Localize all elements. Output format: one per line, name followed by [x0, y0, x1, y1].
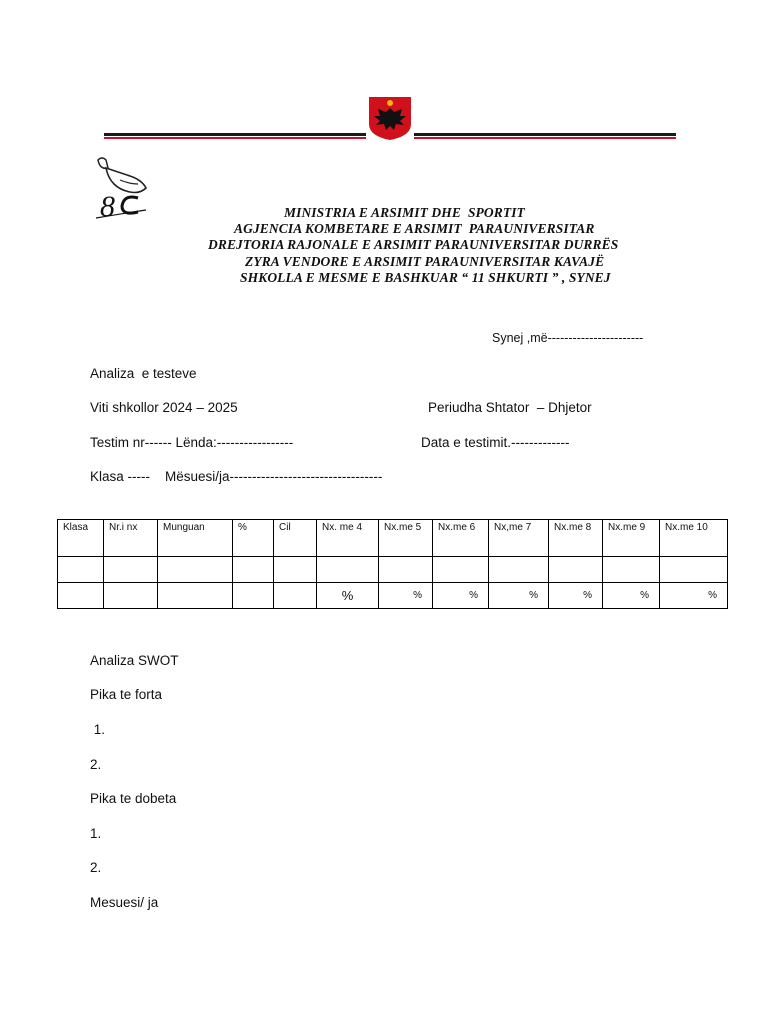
table-cell [233, 583, 274, 609]
table-header-cell: Nx.me 8 [549, 520, 603, 557]
table-cell [660, 557, 728, 583]
table-cell [379, 557, 433, 583]
table-cell [58, 557, 104, 583]
table-cell [104, 557, 158, 583]
table-cell [58, 583, 104, 609]
school-year: Viti shkollor 2024 – 2025 [90, 400, 238, 415]
table-header-row [58, 520, 728, 557]
table-cell: % [549, 583, 603, 609]
heading-agency: AGJENCIA KOMBETARE E ARSIMIT PARAUNIVERSITAR [234, 221, 595, 236]
table-cell: % [433, 583, 489, 609]
heading-regional-directorate: DREJTORIA RAJONALE E ARSIMIT PARAUNIVERSITAR DURRËS [208, 237, 619, 252]
strengths-label: Pika te forta [90, 687, 163, 702]
table-header-cell: Nx. me 4 [317, 520, 379, 557]
svg-text:8: 8 [100, 190, 115, 220]
table-header-cell: % [233, 520, 274, 557]
table-cell [433, 557, 489, 583]
table-cell [158, 557, 233, 583]
weakness-item: 1. [90, 826, 102, 841]
weakness-item: 2. [90, 860, 102, 875]
table-cell [549, 557, 603, 583]
table-header-cell: Nx.me 6 [433, 520, 489, 557]
table-cell [603, 557, 660, 583]
table-header-cell: Nr.i nx [104, 520, 158, 557]
strength-item: 2. [90, 757, 102, 772]
swot-title: Analiza SWOT [90, 653, 179, 668]
table-cell [104, 583, 158, 609]
table-header-cell: Klasa [58, 520, 104, 557]
period: Periudha Shtator – Dhjetor [428, 400, 592, 415]
test-date: Data e testimit.------------- [421, 435, 570, 450]
table-header-cell: Nx,me 7 [489, 520, 549, 557]
table-percent-row [58, 583, 728, 609]
table-cell: % [317, 583, 379, 609]
table-header-cell: Nx.me 10 [660, 520, 728, 557]
teacher-signature-label: Mesuesi/ ja [90, 895, 159, 910]
strength-item: 1. [90, 722, 106, 737]
table-cell: % [379, 583, 433, 609]
table-header-cell: Cil [274, 520, 317, 557]
table-cell [317, 557, 379, 583]
table-row [58, 557, 728, 583]
table-header-cell: Nx.me 5 [379, 520, 433, 557]
document-title: Analiza e testeve [90, 366, 197, 381]
albanian-eagle-emblem-icon [366, 94, 414, 142]
table-cell: % [660, 583, 728, 609]
test-number-subject: Testim nr------ Lënda:----------------- [90, 435, 294, 450]
table-cell [158, 583, 233, 609]
table-cell [274, 557, 317, 583]
class-teacher: Klasa ----- Mësuesi/ja---------------------------------- [90, 469, 383, 484]
heading-school: SHKOLLA E MESME E BASHKUAR “ 11 SHKURTI ” , SYNEJ [240, 270, 611, 285]
school-logo-icon [90, 154, 152, 220]
place-date: Synej ,më----------------------- [492, 331, 644, 345]
table-cell: % [489, 583, 549, 609]
table-cell [274, 583, 317, 609]
table-header-cell: Nx.me 9 [603, 520, 660, 557]
table-cell: % [603, 583, 660, 609]
results-table [57, 519, 728, 609]
heading-ministry: MINISTRIA E ARSIMIT DHE SPORTIT [284, 205, 525, 220]
heading-local-office: ZYRA VENDORE E ARSIMIT PARAUNIVERSITAR KAVAJË [245, 254, 605, 269]
table-cell [233, 557, 274, 583]
weaknesses-label: Pika te dobeta [90, 791, 177, 806]
table-header-cell: Munguan [158, 520, 233, 557]
table-cell [489, 557, 549, 583]
